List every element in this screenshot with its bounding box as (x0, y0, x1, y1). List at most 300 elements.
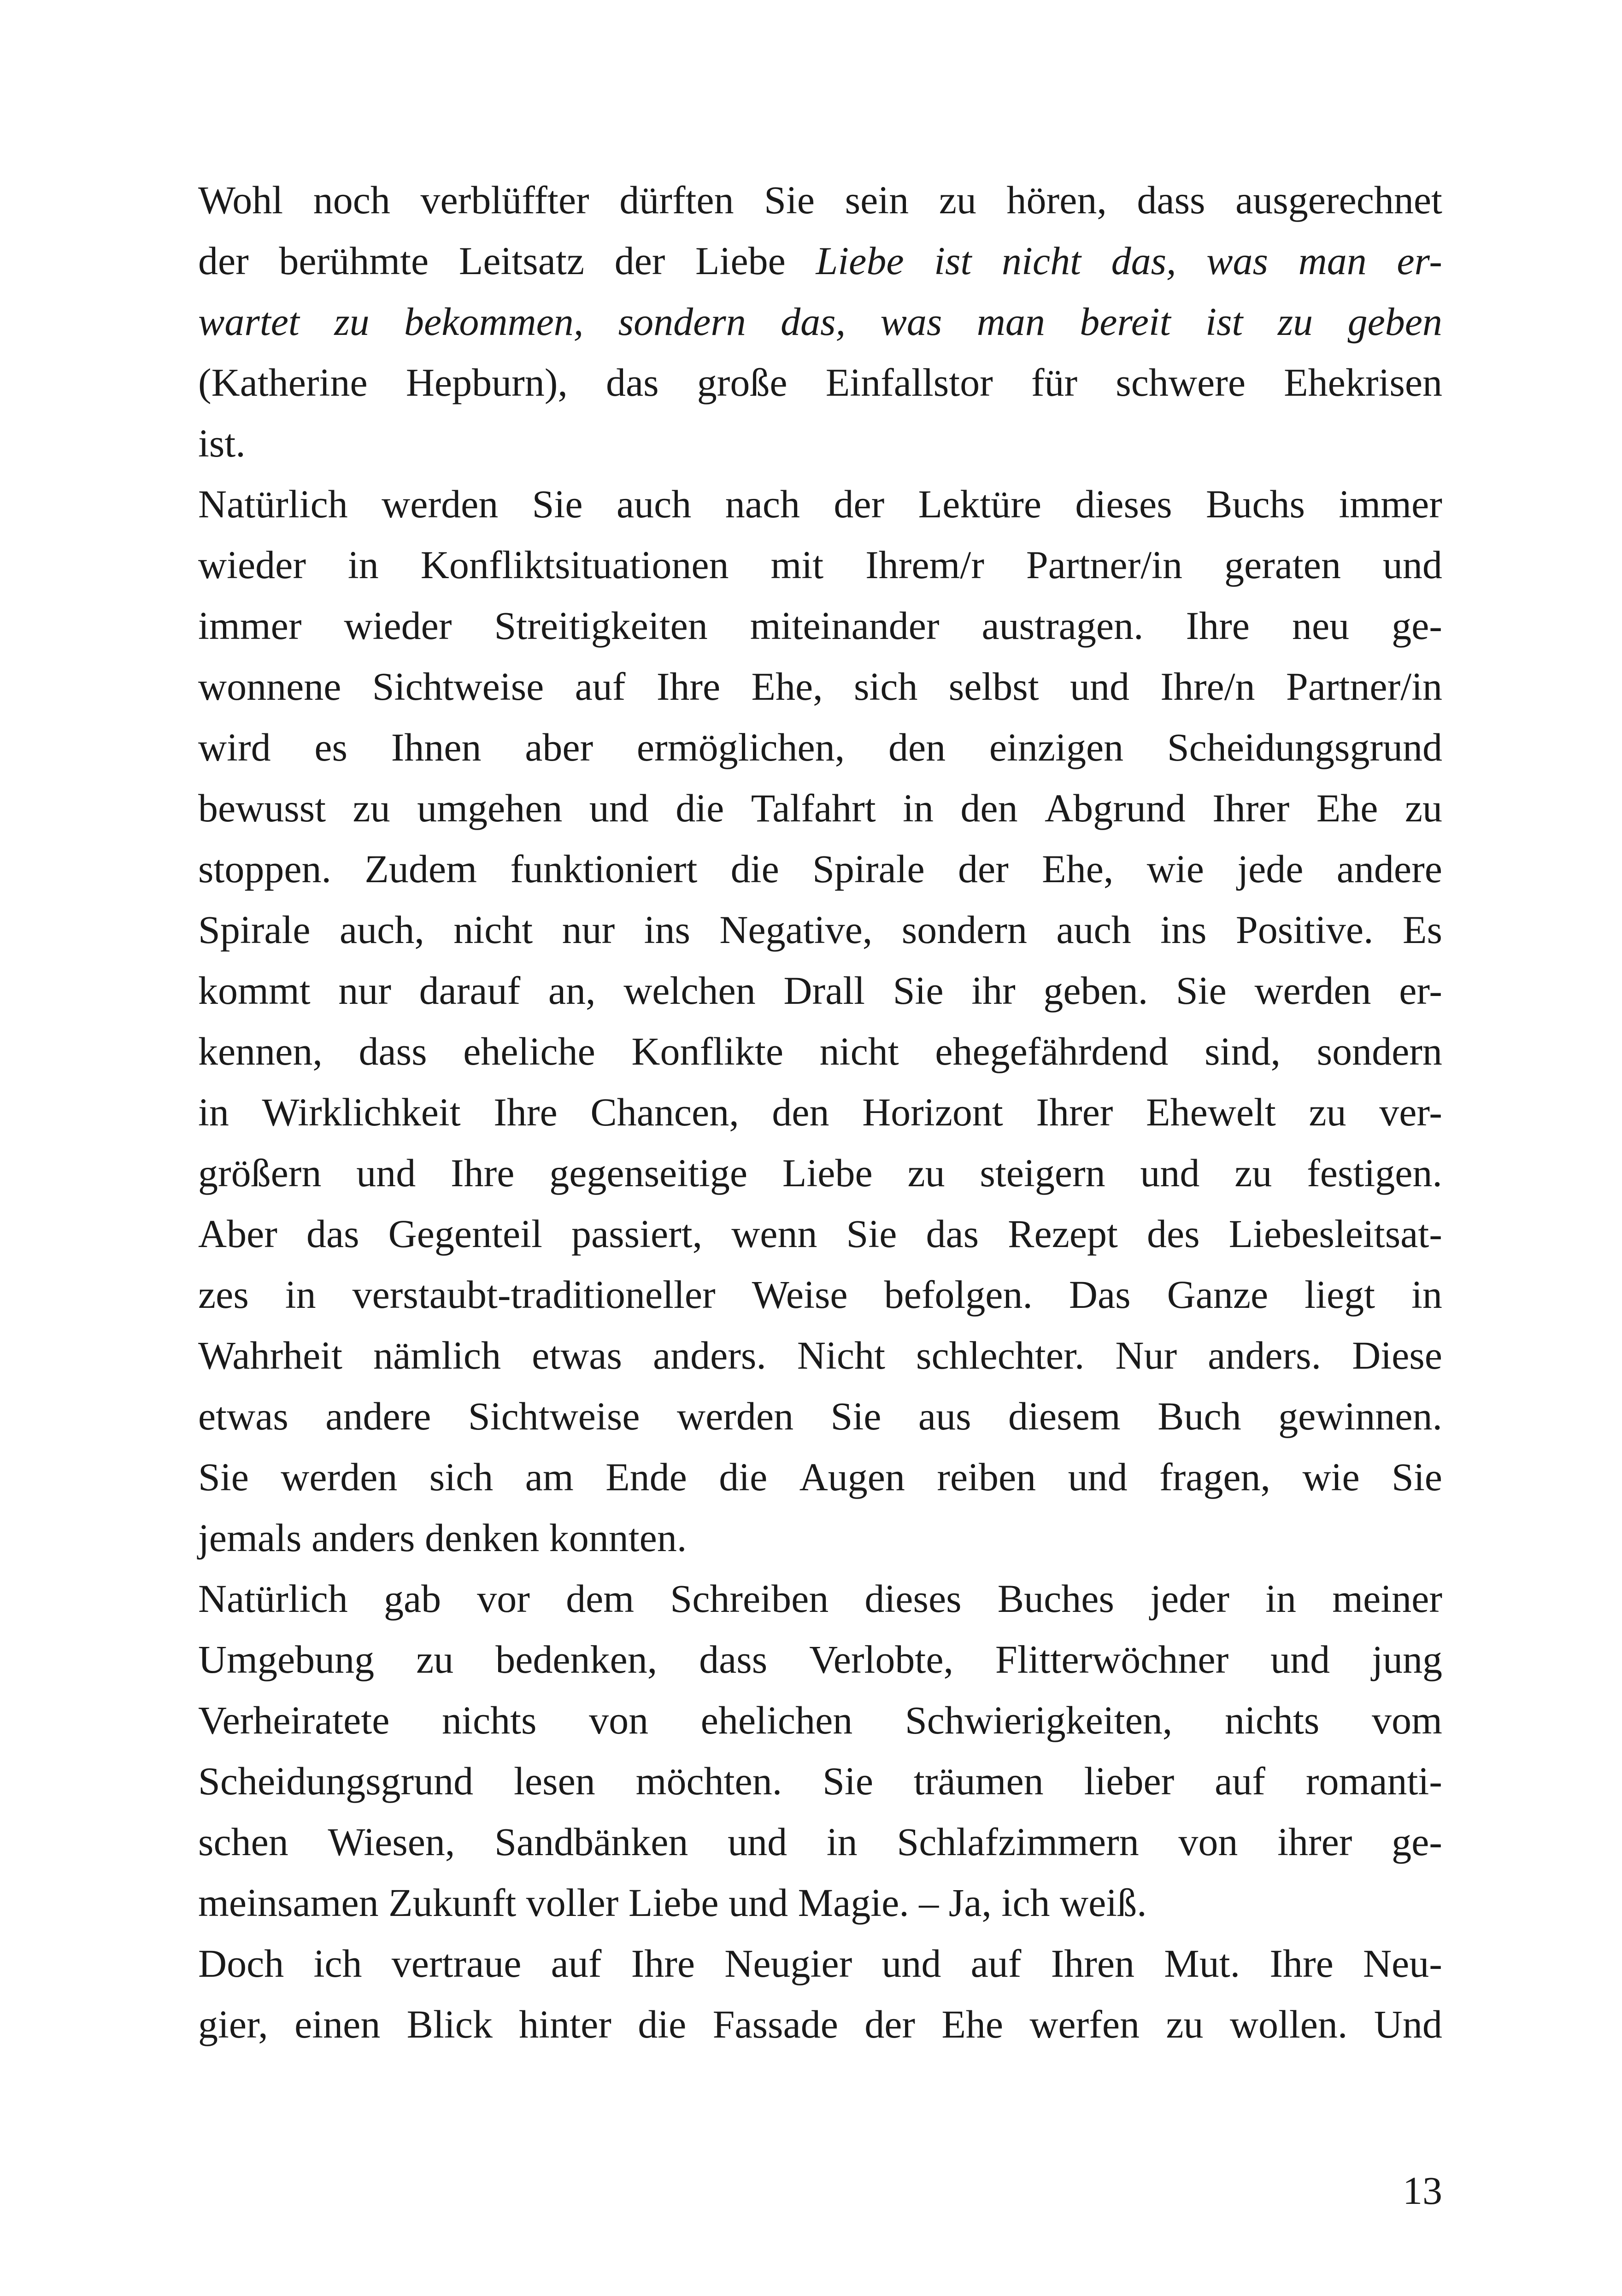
word: Ehe (941, 2002, 1004, 2046)
word: Blick (406, 2002, 493, 2046)
word: Liebe (782, 1151, 873, 1195)
word: wonnene (198, 664, 341, 709)
word: stoppen. (198, 847, 332, 891)
text-line (198, 1203, 1442, 1264)
word: befolgen. (884, 1272, 1033, 1317)
italic-word: zu (334, 299, 370, 344)
word: romanti- (1305, 1759, 1442, 1803)
italic-word: wartet (198, 299, 300, 344)
text-line (198, 595, 1442, 656)
word: schwere (1116, 360, 1246, 404)
text-line (198, 291, 1442, 352)
word: zu (939, 178, 976, 222)
word: auf (551, 1941, 602, 1986)
text-line (198, 1142, 1442, 1203)
word: Ehewelt (1146, 1090, 1276, 1134)
word: und (1270, 1637, 1330, 1681)
word: Positive. (1235, 908, 1374, 952)
word: etwas (532, 1333, 622, 1377)
word: Aber (198, 1212, 277, 1256)
word: träumen (913, 1759, 1044, 1803)
text-line (198, 534, 1442, 595)
text-line (198, 717, 1442, 778)
word: der (958, 847, 1009, 891)
word: Konfliktsituationen (420, 543, 729, 587)
word: und (589, 786, 649, 830)
word: dass (1137, 178, 1205, 222)
word: schen (198, 1820, 288, 1864)
word: die (730, 847, 779, 891)
word: Abgrund (1045, 786, 1186, 830)
word: werden (281, 1455, 398, 1499)
italic-word: ist (934, 239, 972, 283)
word: gewinnen. (1278, 1394, 1442, 1438)
word: einen (294, 2002, 381, 2046)
word: nämlich (373, 1333, 501, 1377)
word: jeder (1150, 1576, 1229, 1621)
word: werden (1254, 968, 1371, 1013)
word: Doch (198, 1941, 284, 1986)
word: Ehe (1316, 786, 1378, 830)
word: das (926, 1212, 979, 1256)
word: und (728, 1820, 787, 1864)
word: ver- (1379, 1090, 1442, 1134)
word: Nur (1115, 1333, 1177, 1377)
word: Neugier (724, 1941, 852, 1986)
word: das (306, 1212, 359, 1256)
word: zu (1234, 1151, 1272, 1195)
word: steigern (980, 1151, 1105, 1195)
word: wie (1302, 1455, 1360, 1499)
word: zes (198, 1272, 249, 1317)
word: Umgebung (198, 1637, 375, 1681)
word: Verlobte, (809, 1637, 953, 1681)
word: jede (1237, 847, 1304, 891)
word: ausgerechnet (1235, 178, 1442, 222)
text-segment: ist. (198, 421, 246, 465)
word: auf (575, 664, 626, 709)
word: Spirale (198, 908, 311, 952)
word: verstaubt-traditioneller (352, 1272, 716, 1317)
word: welchen (623, 968, 756, 1013)
word: Ihre (656, 664, 721, 709)
word: er- (1399, 968, 1442, 1013)
word: Sie (893, 968, 944, 1013)
word: neu (1292, 603, 1350, 648)
word: passiert, (571, 1212, 703, 1256)
word: noch (313, 178, 390, 222)
word: anders. (1208, 1333, 1322, 1377)
word: möchten. (635, 1759, 782, 1803)
word: Sichtweise (468, 1394, 640, 1438)
word: lieber (1084, 1759, 1175, 1803)
word: auch (1056, 908, 1131, 952)
word: Einfallstor (825, 360, 993, 404)
word: sich (429, 1455, 494, 1499)
word: umgehen (417, 786, 563, 830)
italic-word: nicht (1002, 239, 1081, 283)
word: Spirale (812, 847, 925, 891)
word: zu (416, 1637, 454, 1681)
word: nicht (453, 908, 533, 952)
word: dass (358, 1029, 427, 1073)
word: Liebesleitsat- (1228, 1212, 1442, 1256)
word: Sie (764, 178, 815, 222)
word: darauf (419, 968, 521, 1013)
word: für (1031, 360, 1078, 404)
text-line (198, 352, 1442, 413)
word: zu (1405, 786, 1442, 830)
word: Mut. (1164, 1941, 1240, 1986)
text-line (198, 1264, 1442, 1325)
text-line (198, 1568, 1442, 1629)
word: nach (725, 482, 800, 526)
word: Chancen, (590, 1090, 739, 1134)
word: Ihren (1051, 1941, 1135, 1986)
word: auch (616, 482, 692, 526)
word: meiner (1332, 1576, 1442, 1621)
word: Scheidungsgrund (1167, 725, 1442, 769)
text-line (198, 1629, 1442, 1690)
word: sondern (901, 908, 1027, 952)
word: Verheiratete (198, 1698, 390, 1742)
word: Sandbänken (494, 1820, 688, 1864)
word: und (1382, 543, 1442, 587)
word: von (1178, 1820, 1238, 1864)
word: ermöglichen, (636, 725, 845, 769)
word: Wohl (198, 178, 283, 222)
text-line (198, 1872, 1442, 1933)
word: zu (1166, 2002, 1204, 2046)
word: an, (548, 968, 596, 1013)
word: Augen (799, 1455, 905, 1499)
word: es (314, 725, 347, 769)
word: Sie (1175, 968, 1227, 1013)
word: einzigen (989, 725, 1124, 769)
word: dürften (619, 178, 734, 222)
word: werden (382, 482, 499, 526)
word: den (960, 786, 1018, 830)
word: geraten (1224, 543, 1341, 587)
text-segment: jemals anders denken konnten. (198, 1516, 687, 1560)
word: dieses (1075, 482, 1172, 526)
word: des (1146, 1212, 1200, 1256)
word: diesem (1008, 1394, 1121, 1438)
word: Buchs (1205, 482, 1305, 526)
word: Sie (532, 482, 583, 526)
word: bedenken, (495, 1637, 658, 1681)
text-line (198, 1994, 1442, 2055)
word: berühmte (279, 239, 429, 283)
word: aus (918, 1394, 971, 1438)
word: geben. (1043, 968, 1148, 1013)
italic-word: geben (1347, 299, 1442, 344)
word: Partner/in (1286, 664, 1442, 709)
word: und (882, 1941, 941, 1986)
word: Partner/in (1026, 543, 1183, 587)
word: sind, (1205, 1029, 1281, 1073)
italic-word: was (1206, 239, 1268, 283)
word: Wiesen, (328, 1820, 455, 1864)
word: nichts (1224, 1698, 1320, 1742)
word: Sie (830, 1394, 882, 1438)
word: sein (845, 178, 909, 222)
word: ich (313, 1941, 362, 1986)
word: Gegenteil (388, 1212, 542, 1256)
word: Hepburn), (406, 360, 568, 404)
text-line (198, 838, 1442, 899)
word: Ihre (451, 1151, 515, 1195)
word: gier, (198, 2002, 268, 2046)
word: auch, (340, 908, 424, 952)
word: jung (1372, 1637, 1442, 1681)
word: selbst (948, 664, 1039, 709)
word: ehegefährdend (935, 1029, 1169, 1073)
text-line (198, 1811, 1442, 1872)
text-line (198, 1021, 1442, 1082)
word: Schreiben (670, 1576, 829, 1621)
word: hinter (519, 2002, 611, 2046)
word: den (888, 725, 946, 769)
paragraph (198, 170, 1442, 474)
word: Weise (752, 1272, 848, 1317)
word: das (606, 360, 659, 404)
text-line (198, 230, 1442, 291)
word: Es (1402, 908, 1442, 952)
paragraph (198, 1933, 1442, 2055)
text-segment: meinsamen Zukunft voller Liebe und Magie. – Ja, ich weiß. (198, 1880, 1147, 1925)
word: Ihre (1186, 603, 1250, 648)
word: der (614, 239, 665, 283)
word: vom (1372, 1698, 1442, 1742)
italic-word: ist (1205, 299, 1243, 344)
word: (Katherine (198, 360, 368, 404)
word: die (719, 1455, 768, 1499)
paragraph (198, 1568, 1442, 1933)
word: Natürlich (198, 482, 348, 526)
italic-word: was (880, 299, 942, 344)
word: funktioniert (510, 847, 698, 891)
word: Ihre (1269, 1941, 1334, 1986)
italic-word: Liebe (816, 239, 904, 283)
word: zu (1309, 1090, 1346, 1134)
word: am (525, 1455, 574, 1499)
word: dieses (864, 1576, 962, 1621)
word: wenn (731, 1212, 817, 1256)
word: zu (907, 1151, 945, 1195)
word: etwas (198, 1394, 288, 1438)
word: Talfahrt (751, 786, 876, 830)
word: Streitigkeiten (494, 603, 708, 648)
word: nicht (819, 1029, 899, 1073)
word: vor (477, 1576, 530, 1621)
word: Wirklichkeit (262, 1090, 461, 1134)
word: der (198, 239, 249, 283)
word: hören, (1006, 178, 1107, 222)
word: werfen (1029, 2002, 1140, 2046)
word: Negative, (719, 908, 873, 952)
italic-word: man (976, 299, 1045, 344)
word: Sie (846, 1212, 897, 1256)
text-line (198, 1447, 1442, 1507)
text-line (198, 1507, 1442, 1568)
word: Ihrer (1212, 786, 1290, 830)
word: Horizont (862, 1090, 1003, 1134)
word: Ehe, (751, 664, 823, 709)
word: und (1070, 664, 1129, 709)
word: die (638, 2002, 687, 2046)
word: Liebe (695, 239, 786, 283)
word: Fassade (712, 2002, 838, 2046)
word: Lektüre (918, 482, 1042, 526)
word: Ende (605, 1455, 687, 1499)
word: Das (1069, 1272, 1131, 1317)
word: anders. (652, 1333, 766, 1377)
word: auf (1215, 1759, 1265, 1803)
word: festigen. (1307, 1151, 1442, 1195)
word: kennen, (198, 1029, 323, 1073)
word: Rezept (1008, 1212, 1118, 1256)
word: Schwierigkeiten, (905, 1698, 1173, 1742)
word: ins (1160, 908, 1207, 952)
word: eheliche (463, 1029, 595, 1073)
word: Leitsatz (458, 239, 585, 283)
word: lesen (514, 1759, 595, 1803)
italic-word: das, (1111, 239, 1176, 283)
word: Ganze (1167, 1272, 1269, 1317)
italic-word: man (1298, 239, 1367, 283)
word: in (198, 1090, 229, 1134)
word: Buches (997, 1576, 1114, 1621)
word: wieder (344, 603, 452, 648)
word: miteinander (750, 603, 940, 648)
word: ihrer (1277, 1820, 1352, 1864)
word: der (834, 482, 885, 526)
word: Schlafzimmern (897, 1820, 1139, 1864)
word: den (772, 1090, 829, 1134)
word: von (589, 1698, 649, 1742)
word: gab (383, 1576, 441, 1621)
word: schlechter. (916, 1333, 1085, 1377)
word: und (1068, 1455, 1128, 1499)
word: wie (1146, 847, 1204, 891)
text-line (198, 899, 1442, 960)
text-line (198, 778, 1442, 838)
italic-word: sondern (618, 299, 746, 344)
word: Natürlich (198, 1576, 348, 1621)
word: nur (338, 968, 391, 1013)
word: gegenseitige (549, 1151, 748, 1195)
italic-word: bereit (1080, 299, 1171, 344)
word: Sie (1391, 1455, 1442, 1499)
word: wird (198, 725, 271, 769)
word: Ehe, (1042, 847, 1114, 891)
word: in (826, 1820, 858, 1864)
word: große (697, 360, 787, 404)
word: Flitterwöchner (995, 1637, 1229, 1681)
word: Drall (783, 968, 865, 1013)
word: vertraue (391, 1941, 522, 1986)
text-line (198, 656, 1442, 717)
word: Diese (1352, 1333, 1442, 1377)
italic-word: bekommen, (404, 299, 584, 344)
word: Ihnen (391, 725, 482, 769)
word: werden (676, 1394, 794, 1438)
word: zu (353, 786, 390, 830)
word: dass (699, 1637, 768, 1681)
word: Wahrheit (198, 1333, 343, 1377)
word: Sie (823, 1759, 873, 1803)
word: Sichtweise (372, 664, 544, 709)
word: der (864, 2002, 915, 2046)
word: Ihre/n (1160, 664, 1255, 709)
word: verblüffter (420, 178, 589, 222)
italic-word: zu (1277, 299, 1313, 344)
word: ge- (1392, 603, 1442, 648)
text-line (198, 1933, 1442, 1994)
word: nur (562, 908, 615, 952)
text-line (198, 413, 1442, 474)
word: andere (325, 1394, 431, 1438)
word: größern (198, 1151, 322, 1195)
italic-word: das, (781, 299, 846, 344)
word: wieder (198, 543, 306, 587)
word: sich (853, 664, 918, 709)
word: immer (198, 603, 302, 648)
word: Ehekrisen (1284, 360, 1442, 404)
word: und (356, 1151, 416, 1195)
word: Ihre (631, 1941, 695, 1986)
text-line (198, 170, 1442, 230)
word: aber (525, 725, 594, 769)
word: Scheidungsgrund (198, 1759, 474, 1803)
paragraph (198, 474, 1442, 1568)
word: sondern (1316, 1029, 1442, 1073)
word: Zudem (364, 847, 477, 891)
text-line (198, 1751, 1442, 1811)
word: immer (1339, 482, 1442, 526)
word: dem (566, 1576, 635, 1621)
word: in (347, 543, 379, 587)
word: in (1411, 1272, 1442, 1317)
word: reiben (937, 1455, 1036, 1499)
word: liegt (1305, 1272, 1375, 1317)
word: andere (1336, 847, 1442, 891)
word: fragen, (1159, 1455, 1271, 1499)
word: ins (644, 908, 690, 952)
text-line (198, 1690, 1442, 1751)
word: kommt (198, 968, 311, 1013)
word: ehelichen (700, 1698, 853, 1742)
text-line (198, 1386, 1442, 1447)
word: auf (970, 1941, 1022, 1986)
word: Ihrem/r (865, 543, 984, 587)
word: Sie (198, 1455, 249, 1499)
word: und (1140, 1151, 1200, 1195)
word: in (285, 1272, 316, 1317)
word: Neu- (1363, 1941, 1442, 1986)
word: Buch (1158, 1394, 1241, 1438)
word: ihr (971, 968, 1016, 1013)
italic-word: er- (1397, 239, 1442, 283)
word: austragen. (981, 603, 1144, 648)
word: nichts (442, 1698, 537, 1742)
text-line (198, 960, 1442, 1021)
word: in (903, 786, 934, 830)
word: in (1265, 1576, 1297, 1621)
text-line (198, 474, 1442, 534)
text-line (198, 1325, 1442, 1386)
